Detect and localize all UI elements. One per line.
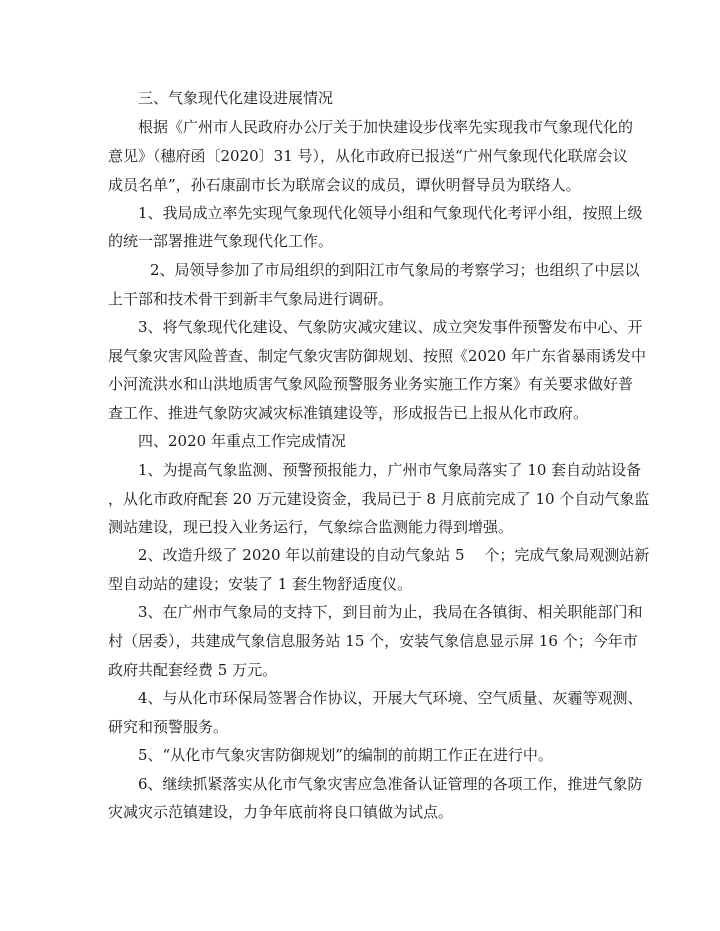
paragraph-line: 3、将气象现代化建设、气象防灾减灾建议、成立突发事件预警发布中心、开: [138, 318, 643, 336]
paragraph-line: 型自动站的建设；安装了 1 套生物舒适度仪。: [108, 575, 413, 593]
paragraph-line: 1、我局成立率先实现气象现代化领导小组和气象现代化考评小组，按照上级: [138, 204, 643, 222]
paragraph-line: 根据《广州市人民政府办公厅关于加快建设步伐率先实现我市气象现代化的: [138, 118, 634, 136]
paragraph-line: 测站建设，现已投入业务运行，气象综合监测能力得到增强。: [108, 518, 514, 536]
section-heading-4: 四、2020 年重点工作完成情况: [138, 432, 346, 450]
paragraph-line: 的统一部署推进气象现代化工作。: [108, 232, 334, 250]
paragraph-line: 2、局领导参加了市局组织的到阳江市气象局的考察学习；也组织了中层以: [150, 261, 640, 279]
section-heading-3: 三、气象现代化建设进展情况: [138, 89, 334, 107]
paragraph-line: ，从化市政府配套 20 万元建设资金，我局已于 8 月底前完成了 10 个自动气象监: [108, 490, 650, 508]
paragraph-line: 上干部和技术骨干到新丰气象局进行调研。: [108, 290, 394, 308]
paragraph-line: 5、“从化市气象灾害防御规划”的编制的前期工作正在进行中。: [138, 746, 553, 764]
paragraph-line: 查工作、推进气象防灾减灾标准镇建设等，形成报告已上报从化市政府。: [108, 404, 589, 422]
paragraph-line: 村（居委），共建成气象信息服务站 15 个，安装气象信息显示屏 16 个；今年市: [108, 632, 638, 650]
paragraph-line: 6、继续抓紧落实从化市气象灾害应急准备认证管理的各项工作，推进气象防: [138, 775, 643, 793]
paragraph-line: 1、为提高气象监测、预警预报能力，广州市气象局落实了 10 套自动站设备: [138, 461, 642, 479]
paragraph-line: 政府共配套经费 5 万元。: [108, 661, 278, 679]
paragraph-line: 4、与从化市环保局签署合作协议，开展大气环境、空气质量、灰霾等观测、: [138, 689, 643, 707]
paragraph-line: 3、在广州市气象局的支持下，到目前为止，我局在各镇街、相关职能部门和: [138, 603, 643, 621]
paragraph-line: 意见》（穗府函〔2020〕31 号），从化市政府已报送“广州气象现代化联席会议: [108, 147, 628, 165]
paragraph-line: 小河流洪水和山洪地质害气象风险预警服务业务实施工作方案》有关要求做好普: [108, 375, 634, 393]
paragraph-line: 展气象灾害风险普查、制定气象灾害防御规划、按照《2020 年广东省暴雨诱发中: [108, 347, 646, 365]
paragraph-line: 研究和预警服务。: [108, 718, 229, 736]
paragraph-line: 成员名单”，孙石康副市长为联席会议的成员，谭伙明督导员为联络人。: [108, 176, 581, 194]
paragraph-line: 2、改造升级了 2020 年以前建设的自动气象站 5 个；完成气象局观测站新: [138, 546, 650, 564]
paragraph-line: 灾减灾示范镇建设，力争年底前将良口镇做为试点。: [108, 803, 454, 821]
